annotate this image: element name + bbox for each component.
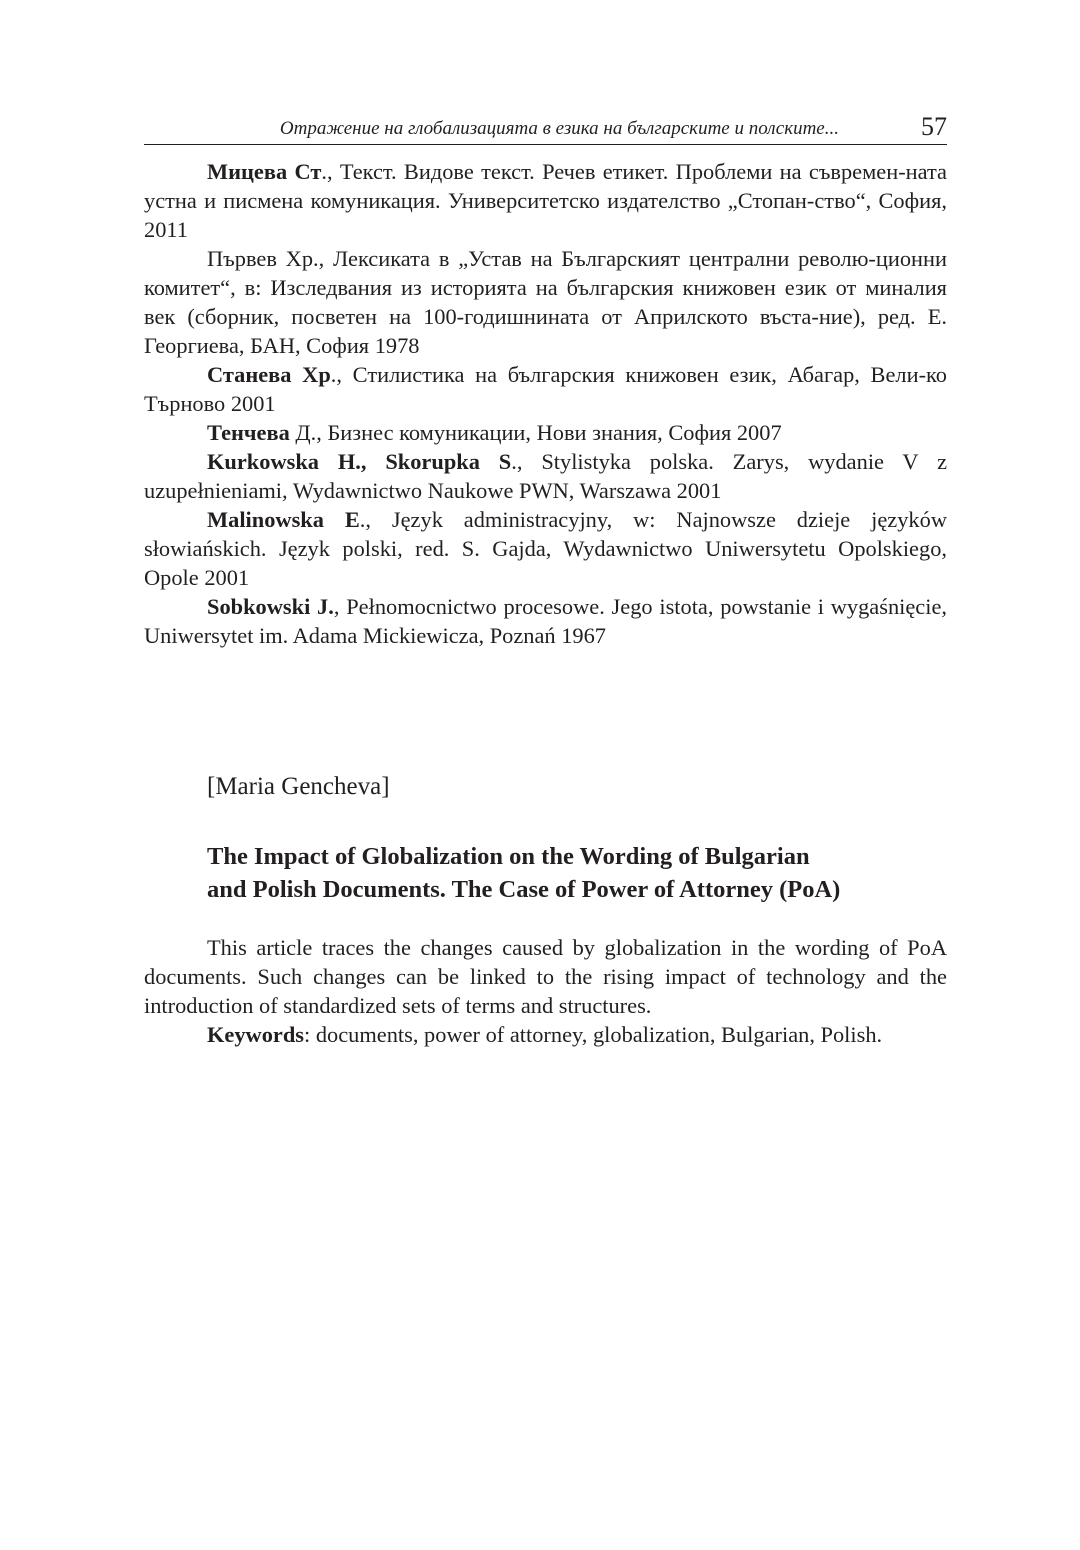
keywords-text: : documents, power of attorney, globalization, Bulgarian, Polish. xyxy=(304,1022,883,1047)
reference-text: , Бизнес комуникации, Нови знания, София 2007 xyxy=(316,420,782,445)
abstract-text: This article traces the changes caused by globalization in the wording of PoA documents. Such changes can be linked to the rising impact of technology and the introduction of standardized sets of terms and structures. xyxy=(144,935,947,1018)
reference-text: , Pełnomocnictwo procesowe. Jego istota, powstanie i wygaśnięcie, Uniwersytet im. Adama Mickiewicza, Poznań 1967 xyxy=(144,594,947,648)
article-title-line: and Polish Documents. The Case of Power of Attorney (PoA) xyxy=(207,876,841,903)
reference-author: Malinowska E xyxy=(207,507,360,532)
reference-author-tail: . xyxy=(511,449,517,474)
reference-author: Kurkowska H., Skorupka S xyxy=(207,449,512,474)
reference-author: Тенчева xyxy=(207,420,290,445)
reference-author-tail: Д. xyxy=(289,420,317,445)
reference-author-tail: . xyxy=(330,362,337,387)
summary-author: [Maria Gencheva] xyxy=(207,773,390,800)
reference-item xyxy=(144,244,947,360)
reference-item xyxy=(144,360,947,418)
running-header xyxy=(144,110,947,145)
reference-item xyxy=(144,447,947,505)
reference-list xyxy=(144,157,947,650)
reference-text: , Стилистика на българския книжовен език, Абагар, Вели-ко Търново 2001 xyxy=(144,362,947,416)
reference-text: , Текст. Видове текст. Речев етикет. Проблеми на съвремен-ната устна и писмена комуникация. Университетско издателство „Стопан-ство“, София, 2011 xyxy=(144,159,947,242)
reference-item xyxy=(144,592,947,650)
reference-item xyxy=(144,418,947,447)
article-title xyxy=(207,840,947,906)
reference-text: Първев Хр., Лексиката в „Устав на Българският централни револю-ционни комитет“, в: Изследвания из историята на българския книжовен език от миналия век (сборник, посветен на 100-годишнината от Априлското въста-ние), ред. Е. Георгиева, БАН, София 1978 xyxy=(144,246,947,358)
running-title: Отражение на глобализацията в езика на българските и полските... xyxy=(279,118,839,139)
reference-author-tail: . xyxy=(321,159,327,184)
reference-author-tail: . xyxy=(359,507,366,532)
reference-author: Sobkowski J. xyxy=(207,594,334,619)
abstract xyxy=(144,933,947,1049)
reference-item xyxy=(144,157,947,244)
keywords xyxy=(144,1020,947,1049)
reference-author: Мицева Ст xyxy=(207,159,322,184)
reference-author: Станева Хр xyxy=(207,362,331,387)
page-number: 57 xyxy=(921,112,947,141)
reference-item xyxy=(144,505,947,592)
keywords-label: Keywords xyxy=(207,1022,305,1047)
reference-text: , Język administracyjny, w: Najnowsze dzieje języków słowiańskich. Język polski, red. S. Gajda, Wydawnictwo Uniwersytetu Opolskiego, Opole 2001 xyxy=(144,507,947,590)
article-title-line: The Impact of Globalization on the Wording of Bulgarian xyxy=(207,843,810,870)
reference-text: , Stylistyka polska. Zarys, wydanie V z uzupełnieniami, Wydawnictwo Naukowe PWN, Warszawa 2001 xyxy=(144,449,948,503)
